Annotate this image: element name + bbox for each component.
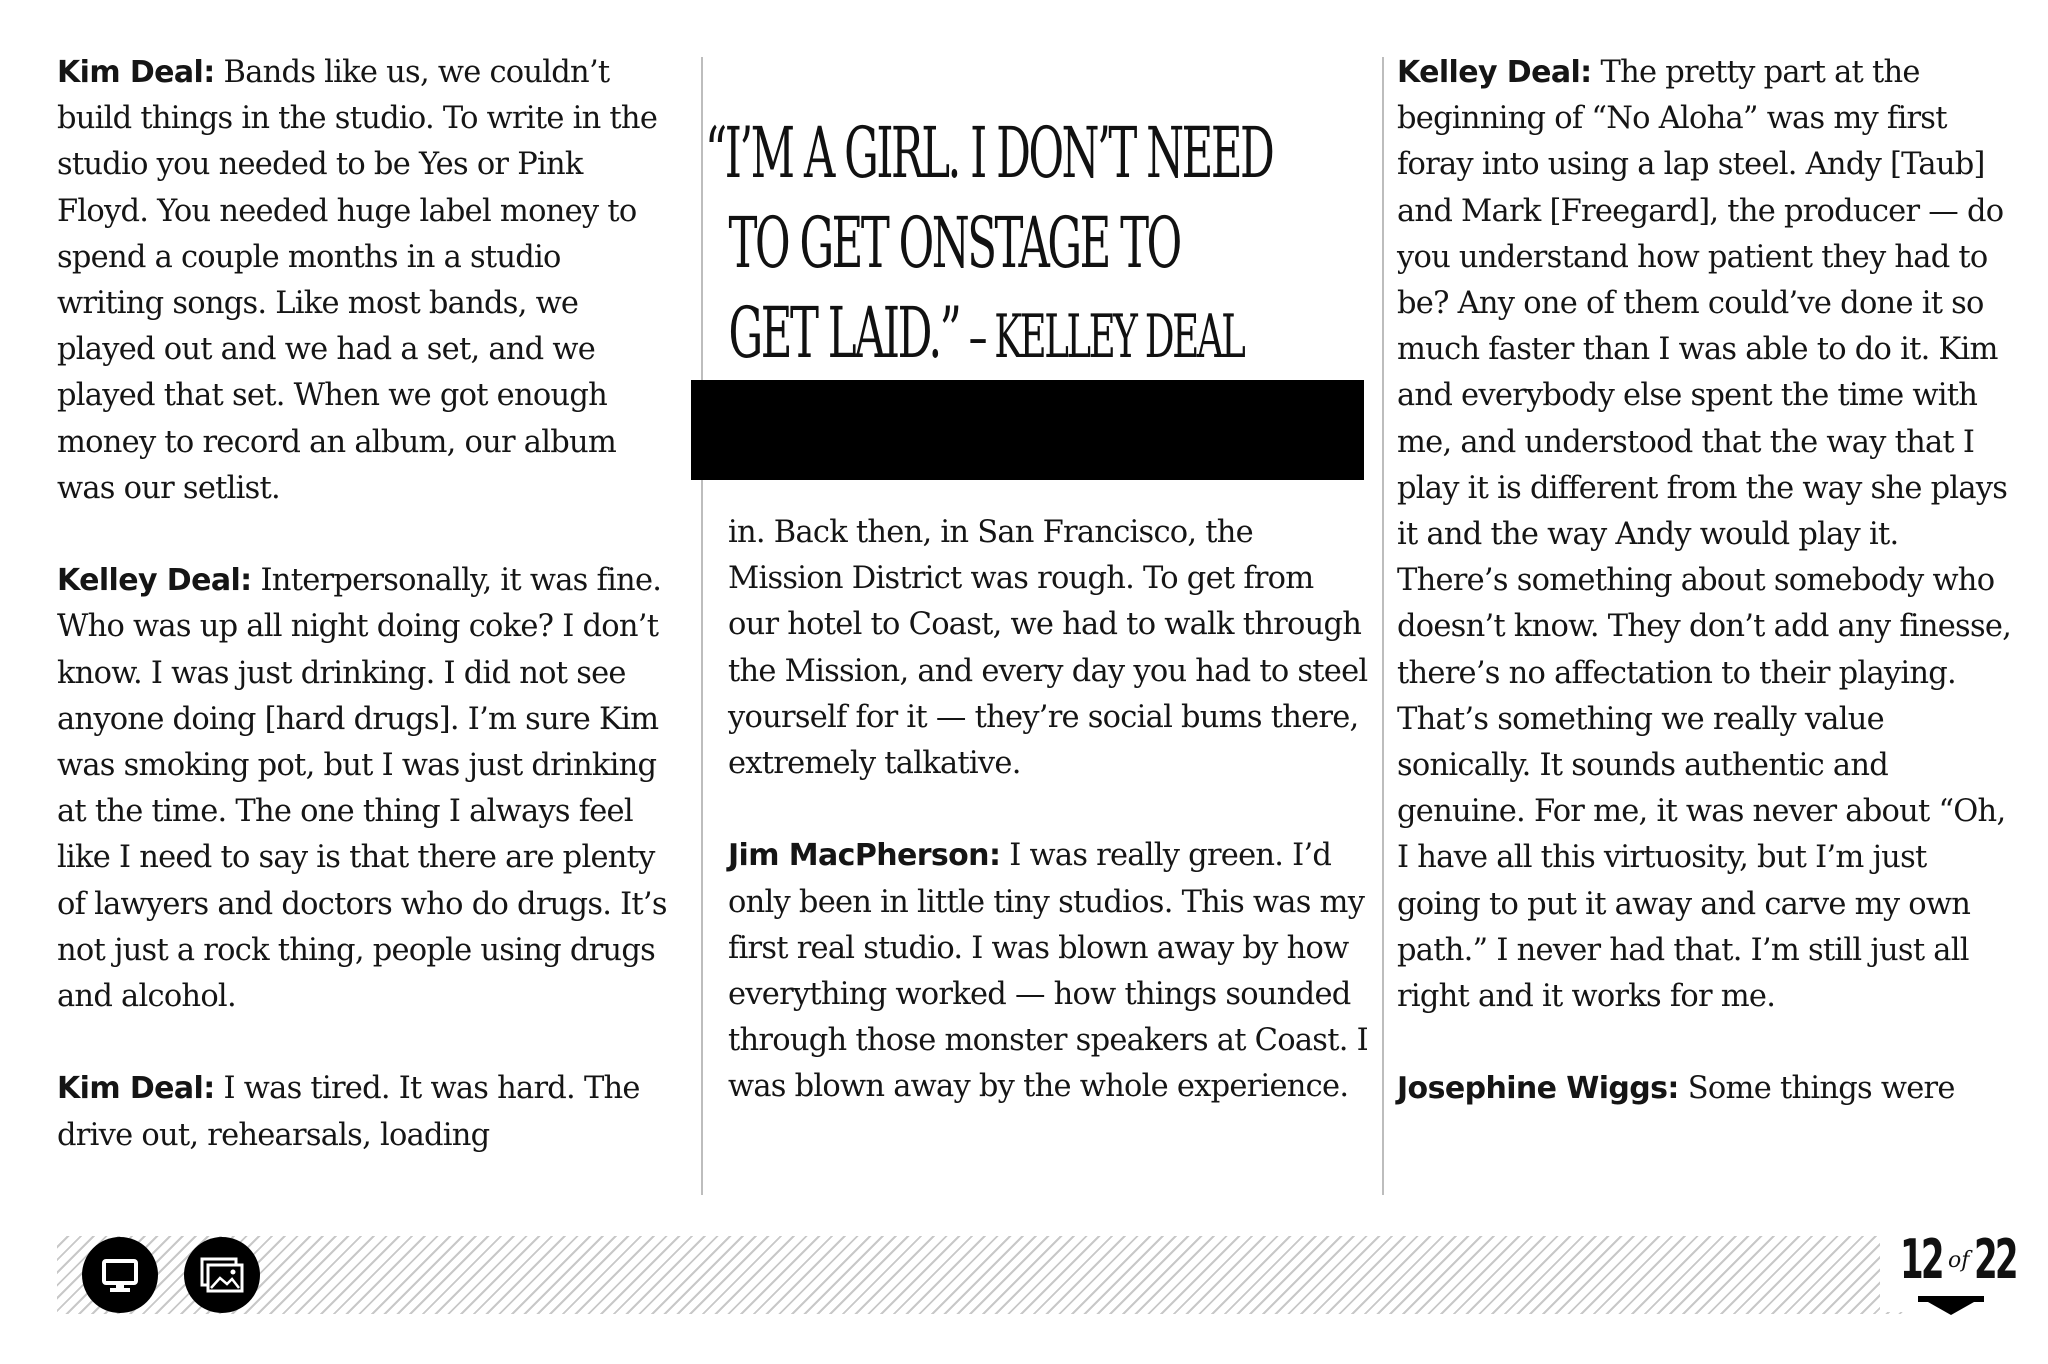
pull-quote	[705, 108, 1273, 382]
speaker-name: Kelley Deal:	[57, 563, 252, 599]
monitor-icon	[82, 1237, 158, 1313]
monitor-button[interactable]	[82, 1237, 158, 1313]
paragraph	[57, 558, 667, 1020]
page-of-label: of	[1948, 1248, 1970, 1273]
pull-quote-line: “I’M A GIRL. I DON’T NEED	[705, 112, 1273, 194]
speaker-name: Kim Deal:	[57, 55, 215, 90]
article-column-2	[728, 510, 1368, 1111]
speaker-name: Josephine Wiggs:	[1397, 1071, 1679, 1107]
gallery-icon	[184, 1237, 260, 1313]
pull-quote-line: TO GET ONSTAGE TO	[728, 202, 1180, 284]
column-divider	[701, 57, 703, 1195]
paragraph-text: Some things were	[1678, 1071, 1955, 1107]
footer-bar	[57, 1236, 1910, 1314]
article-column-1	[57, 50, 667, 1159]
current-page-number: 12	[1900, 1228, 1942, 1291]
paragraph-text: I was really green. I’d only been in little tiny studios. This was my first real studio. I was blown away by how everything worked — how things sounded through those monster speakers at Coast. I was blown away by the whole experience.	[728, 838, 1368, 1105]
down-arrow-icon[interactable]	[1918, 1294, 1984, 1316]
article-column-3	[1397, 50, 2017, 1113]
paragraph-text: Interpersonally, it was fine. Who was up all night doing coke? I don’t know. I was just drinking. I did not see anyone doing [hard drugs]. I’m sure Kim was smoking pot, but I was just drinking at the time. The one thing I always feel like I need to say is that there are plenty of lawyers and doctors who do drugs. It’s not just a rock thing, people using drugs and alcohol.	[57, 563, 667, 1015]
speaker-name: Kim Deal:	[57, 1071, 215, 1107]
paragraph	[728, 510, 1368, 787]
paragraph-text: in. Back then, in San Francisco, the Mission District was rough. To get from our hotel to Coast, we had to walk through the Mission, and every day you had to steel yourself for it — they’re social bums there, extremely talkative.	[728, 515, 1368, 782]
paragraph	[57, 1066, 667, 1158]
paragraph	[728, 833, 1368, 1110]
black-banner	[691, 380, 1364, 480]
paragraph	[57, 50, 667, 512]
paragraph	[1397, 1066, 2017, 1112]
paragraph-text: I was tired. It was hard. The drive out, rehearsals, loading	[57, 1071, 640, 1153]
paragraph	[1397, 50, 2017, 1020]
column-divider	[1382, 57, 1384, 1195]
speaker-name: Kelley Deal:	[1397, 55, 1592, 90]
paragraph-text: The pretty part at the beginning of “No Aloha” was my first foray into using a lap steel. Andy [Taub] and Mark [Freegard], the producer — do you understand how patient they had to be? Any one of them could’ve done it so much faster than I was able to do it. Kim and everybody else spent the time with me, and understood that the way that I play it is different from the way she plays it and the way Andy would play it. There’s something about somebody who doesn’t know. They don’t add any finesse, there’s no affectation to their playing. That’s something we really value sonically. It sounds authentic and genuine. For me, it was never about “Oh, I have all this virtuosity, but I’m just going to put it away and carve my own path.” I never had that. I’m still just all right and it works for me.	[1397, 55, 2012, 1015]
total-pages-number: 22	[1974, 1228, 2016, 1291]
pull-quote-text: GET LAID.”	[728, 292, 960, 374]
pull-quote-line	[705, 288, 1244, 382]
gallery-button[interactable]	[184, 1237, 260, 1313]
speaker-name: Jim MacPherson:	[728, 838, 1001, 874]
pull-quote-author: – KELLEY DEAL	[959, 302, 1244, 372]
paragraph-text: Bands like us, we couldn’t build things in the studio. To write in the studio you needed to be Yes or Pink Floyd. You needed huge label money to spend a couple months in a studio writing songs. Like most bands, we played out and we had a set, and we played that set. When we got enough money to record an album, our album was our setlist.	[57, 55, 658, 506]
